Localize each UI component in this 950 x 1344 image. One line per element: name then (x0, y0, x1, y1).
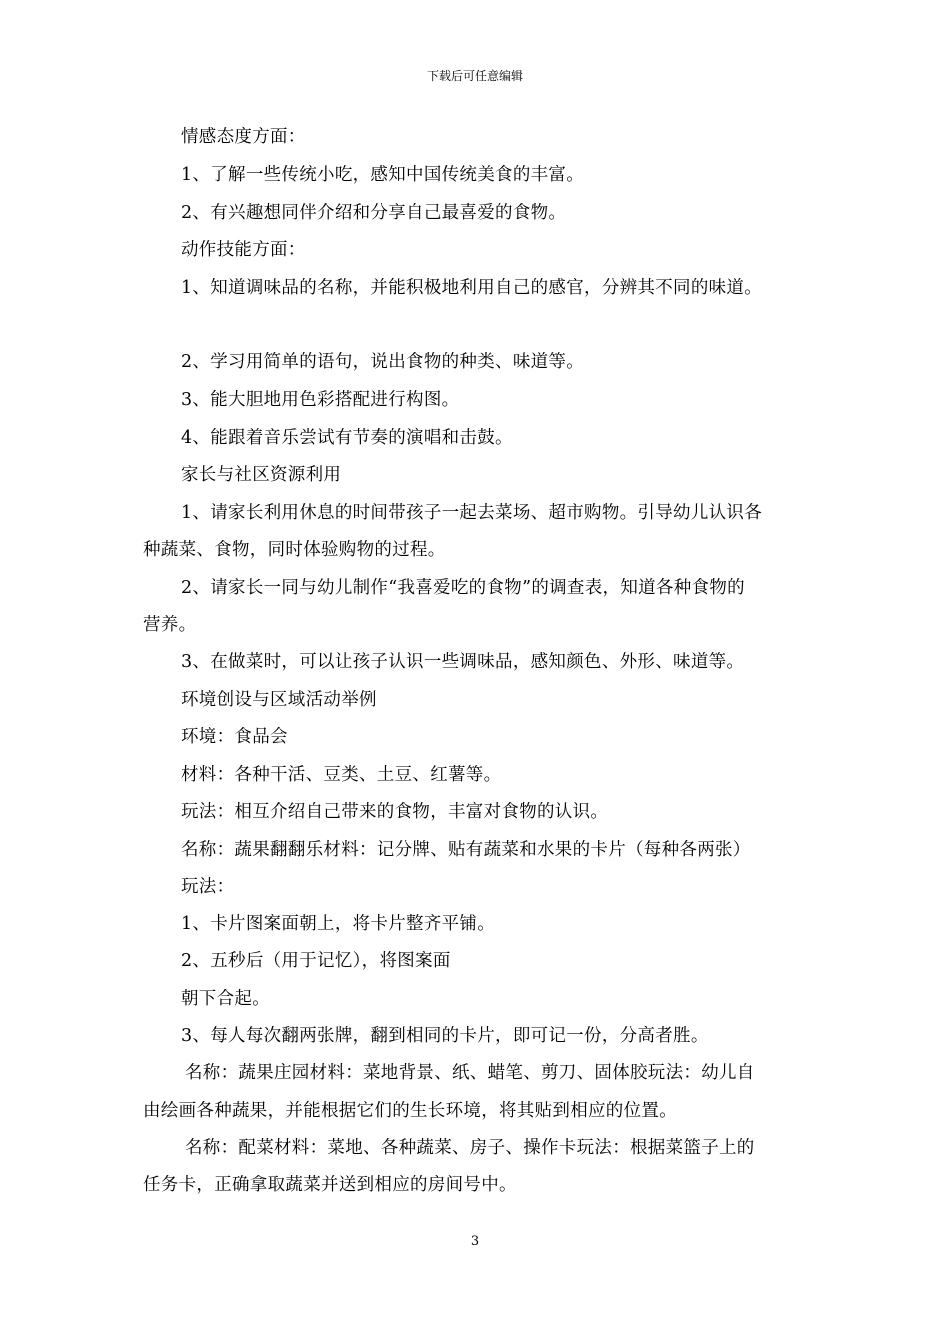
text-line: 朝下合起。 (181, 989, 270, 1009)
text-line: 1、卡片图案面朝上，将卡片整齐平铺。 (181, 914, 496, 934)
text-line: 任务卡，正确拿取蔬菜并送到相应的房间号中。 (143, 1175, 517, 1195)
text-line: 3、能大胆地用色彩搭配进行构图。 (181, 390, 460, 410)
text-line: 1、知道调味品的名称，并能积极地利用自己的感官，分辨其不同的味道。 (181, 278, 763, 298)
text-line: 2、学习用简单的语句，说出食物的种类、味道等。 (181, 352, 585, 372)
text-line: 玩法： (181, 877, 235, 897)
text-line: 种蔬菜、食物，同时体验购物的过程。 (143, 540, 446, 560)
text-line: 玩法：相互介绍自己带来的食物，丰富对食物的认识。 (181, 802, 609, 822)
text-line: 名称：蔬果翻翻乐材料：记分牌、贴有蔬菜和水果的卡片（每种各两张） (181, 840, 751, 860)
text-line: 2、五秒后（用于记忆），将图案面 (181, 951, 451, 971)
text-line: 由绘画各种蔬果，并能根据它们的生长环境，将其贴到相应的位置。 (143, 1101, 677, 1121)
text-line: 4、能跟着音乐尝试有节奏的演唱和击鼓。 (181, 428, 513, 448)
text-line: 2、请家长一同与幼儿制作“我喜爱吃的食物”的调查表，知道各种食物的 (181, 578, 745, 598)
text-line: 情感态度方面： (181, 127, 306, 147)
text-line: 动作技能方面： (181, 240, 306, 260)
text-line: 材料：各种干活、豆类、土豆、红薯等。 (181, 765, 502, 785)
text-line: 1、了解一些传统小吃，感知中国传统美食的丰富。 (181, 165, 585, 185)
text-line: 营养。 (143, 615, 197, 635)
text-line: 2、有兴趣想同伴介绍和分享自己最喜爱的食物。 (181, 203, 567, 223)
text-line: 3、每人每次翻两张牌，翻到相同的卡片，即可记一份，分高者胜。 (181, 1026, 709, 1046)
page-number: 3 (470, 1234, 480, 1249)
section-heading: 环境创设与区域活动举例 (181, 690, 377, 710)
text-line: 3、在做菜时，可以让孩子认识一些调味品，感知颜色、外形、味道等。 (181, 652, 745, 672)
text-line: 名称：蔬果庄园材料：菜地背景、纸、蜡笔、剪刀、固体胶玩法：幼儿自 (185, 1063, 755, 1083)
page-header: 下载后可任意编辑 (426, 69, 523, 83)
text-line: 名称：配菜材料：菜地、各种蔬菜、房子、操作卡玩法：根据菜篮子上的 (185, 1138, 755, 1158)
section-heading: 家长与社区资源利用 (181, 465, 342, 485)
text-line: 环境：食品会 (181, 727, 288, 747)
text-line: 1、请家长利用休息的时间带孩子一起去菜场、超市购物。引导幼儿认识各 (181, 503, 763, 523)
